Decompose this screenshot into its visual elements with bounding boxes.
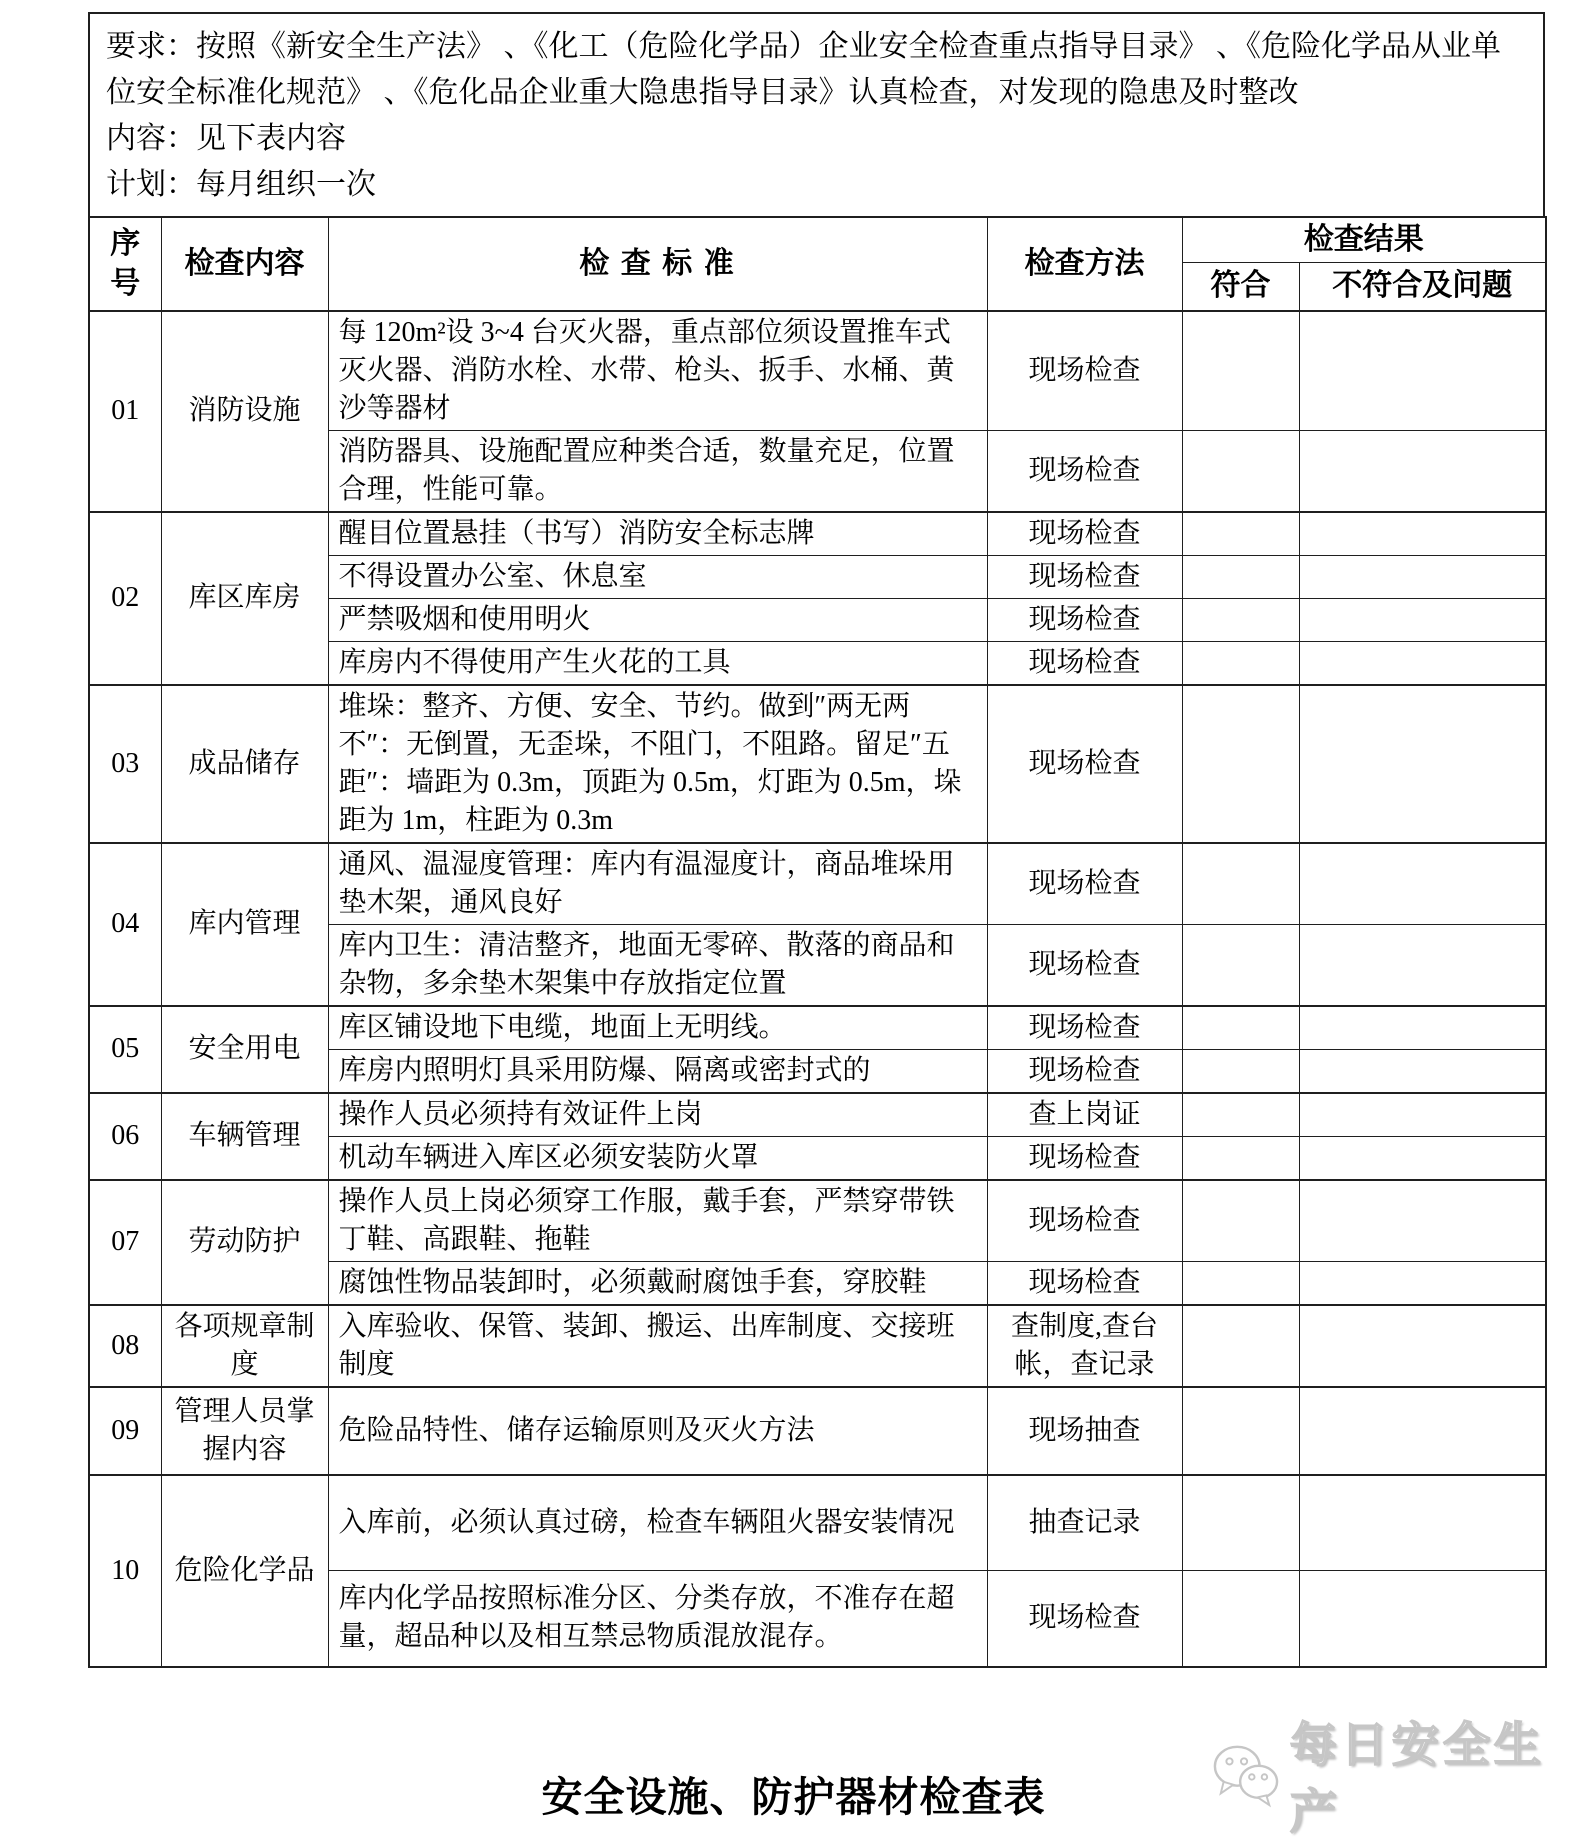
table-row [89,1093,1546,1137]
method-cell: 现场检查 [987,1571,1182,1667]
fail-result-cell [1299,555,1546,598]
pass-result-cell [1182,1305,1299,1387]
pass-result-cell [1182,430,1299,512]
pass-result-cell [1182,641,1299,685]
fail-result-cell [1299,1006,1546,1050]
table-row [89,1006,1546,1050]
seq-cell: 02 [89,512,161,685]
method-cell: 现场抽查 [987,1387,1182,1475]
seq-cell: 05 [89,1006,161,1093]
method-cell: 现场检查 [987,598,1182,641]
pass-result-cell [1182,843,1299,925]
fail-result-cell [1299,1261,1546,1305]
fail-result-cell [1299,924,1546,1006]
standard-cell: 库内化学品按照标准分区、分类存放，不准存在超量，超品种以及相互禁忌物质混放混存。 [328,1571,987,1667]
method-cell: 现场检查 [987,641,1182,685]
col-header-fail: 不符合及问题 [1299,263,1546,311]
method-cell: 现场检查 [987,1006,1182,1050]
standard-cell: 操作人员必须持有效证件上岗 [328,1093,987,1137]
table-row [89,311,1546,431]
standard-cell: 不得设置办公室、休息室 [328,555,987,598]
standard-cell: 入库前，必须认真过磅，检查车辆阻火器安装情况 [328,1475,987,1571]
method-cell: 现场检查 [987,512,1182,556]
table-row [89,1180,1546,1262]
standard-cell: 操作人员上岗必须穿工作服，戴手套，严禁穿带铁丁鞋、高跟鞋、拖鞋 [328,1180,987,1262]
fail-result-cell [1299,1049,1546,1093]
category-cell: 成品储存 [161,685,328,843]
fail-result-cell [1299,311,1546,431]
seq-cell: 06 [89,1093,161,1180]
document [88,12,1545,1668]
table-row [89,512,1546,556]
standard-cell: 入库验收、保管、装卸、搬运、出库制度、交接班制度 [328,1305,987,1387]
pass-result-cell [1182,1571,1299,1667]
intro-requirement: 要求：按照《新安全生产法》 、《化工（危险化学品）企业安全检查重点指导目录》 、《危险化学品从业单位安全标准化规范》 、《危化品企业重大隐患指导目录》认真检查，对发现的隐患及时整改 [106,30,1501,109]
col-header-pass: 符合 [1182,263,1299,311]
intro-box [88,12,1545,216]
table-row [89,1387,1546,1475]
category-cell: 库内管理 [161,843,328,1006]
method-cell: 现场检查 [987,685,1182,843]
page-title: 安全设施、防护器材检查表 [541,1774,1046,1820]
fail-result-cell [1299,598,1546,641]
col-header-content: 检查内容 [161,217,328,311]
pass-result-cell [1182,1006,1299,1050]
pass-result-cell [1182,555,1299,598]
seq-cell: 08 [89,1305,161,1387]
method-cell: 现场检查 [987,311,1182,431]
fail-result-cell [1299,512,1546,556]
pass-result-cell [1182,1049,1299,1093]
fail-result-cell [1299,1571,1546,1667]
category-cell: 各项规章制度 [161,1305,328,1387]
standard-cell: 消防器具、设施配置应种类合适，数量充足，位置合理，性能可靠。 [328,430,987,512]
seq-cell: 04 [89,843,161,1006]
fail-result-cell [1299,1093,1546,1137]
standard-cell: 机动车辆进入库区必须安装防火罩 [328,1136,987,1180]
fail-result-cell [1299,1305,1546,1387]
standard-cell: 每 120m²设 3~4 台灭火器，重点部位须设置推车式灭火器、消防水栓、水带、枪头、扳手、水桶、黄沙等器材 [328,311,987,431]
inspection-table [88,216,1547,1668]
pass-result-cell [1182,1136,1299,1180]
pass-result-cell [1182,1475,1299,1571]
seq-cell: 07 [89,1180,161,1305]
col-header-standard: 检 查 标 准 [328,217,987,311]
fail-result-cell [1299,685,1546,843]
fail-result-cell [1299,1180,1546,1262]
fail-result-cell [1299,1475,1546,1571]
method-cell: 查上岗证 [987,1093,1182,1137]
col-header-method: 检查方法 [987,217,1182,311]
seq-cell: 09 [89,1387,161,1475]
pass-result-cell [1182,924,1299,1006]
standard-cell: 腐蚀性物品装卸时，必须戴耐腐蚀手套，穿胶鞋 [328,1261,987,1305]
method-cell: 现场检查 [987,1261,1182,1305]
pass-result-cell [1182,512,1299,556]
pass-result-cell [1182,311,1299,431]
method-cell: 现场检查 [987,555,1182,598]
method-cell: 现场检查 [987,430,1182,512]
method-cell: 现场检查 [987,1049,1182,1093]
standard-cell: 严禁吸烟和使用明火 [328,598,987,641]
fail-result-cell [1299,641,1546,685]
pass-result-cell [1182,1387,1299,1475]
table-row [89,1305,1546,1387]
pass-result-cell [1182,1261,1299,1305]
method-cell: 查制度,查台帐，查记录 [987,1305,1182,1387]
fail-result-cell [1299,1387,1546,1475]
col-header-seq: 序号 [89,217,161,311]
standard-cell: 醒目位置悬挂（书写）消防安全标志牌 [328,512,987,556]
method-cell: 现场检查 [987,1136,1182,1180]
pass-result-cell [1182,1180,1299,1262]
category-cell: 管理人员掌握内容 [161,1387,328,1475]
seq-cell: 01 [89,311,161,512]
standard-cell: 库内卫生：清洁整齐，地面无零碎、散落的商品和杂物，多余垫木架集中存放指定位置 [328,924,987,1006]
fail-result-cell [1299,1136,1546,1180]
category-cell: 消防设施 [161,311,328,512]
method-cell: 现场检查 [987,924,1182,1006]
table-row [89,1475,1546,1571]
method-cell: 抽查记录 [987,1475,1182,1571]
category-cell: 安全用电 [161,1006,328,1093]
seq-cell: 03 [89,685,161,843]
pass-result-cell [1182,1093,1299,1137]
col-header-result: 检查结果 [1182,217,1546,263]
category-cell: 危险化学品 [161,1475,328,1667]
pass-result-cell [1182,685,1299,843]
method-cell: 现场检查 [987,1180,1182,1262]
category-cell: 库区库房 [161,512,328,685]
watermark-text: 每日安全生产 [1289,1720,1545,1839]
intro-content: 内容：见下表内容 [106,122,346,155]
standard-cell: 通风、温湿度管理：库内有温湿度计，商品堆垛用垫木架，通风良好 [328,843,987,925]
standard-cell: 危险品特性、储存运输原则及灭火方法 [328,1387,987,1475]
standard-cell: 库区铺设地下电缆，地面上无明线。 [328,1006,987,1050]
table-row [89,685,1546,843]
standard-cell: 库房内照明灯具采用防爆、隔离或密封式的 [328,1049,987,1093]
fail-result-cell [1299,430,1546,512]
fail-result-cell [1299,843,1546,925]
intro-plan: 计划：每月组织一次 [106,168,376,201]
pass-result-cell [1182,598,1299,641]
standard-cell: 堆垛：整齐、方便、安全、节约。做到″两无两不″：无倒置，无歪垛，不阻门，不阻路。留足″五距″：墙距为 0.3m，顶距为 0.5m，灯距为 0.5m，垛距为 1m，柱距为 0.3m [328,685,987,843]
method-cell: 现场检查 [987,843,1182,925]
category-cell: 劳动防护 [161,1180,328,1305]
category-cell: 车辆管理 [161,1093,328,1180]
standard-cell: 库房内不得使用产生火花的工具 [328,641,987,685]
table-row [89,843,1546,925]
seq-cell: 10 [89,1475,161,1667]
